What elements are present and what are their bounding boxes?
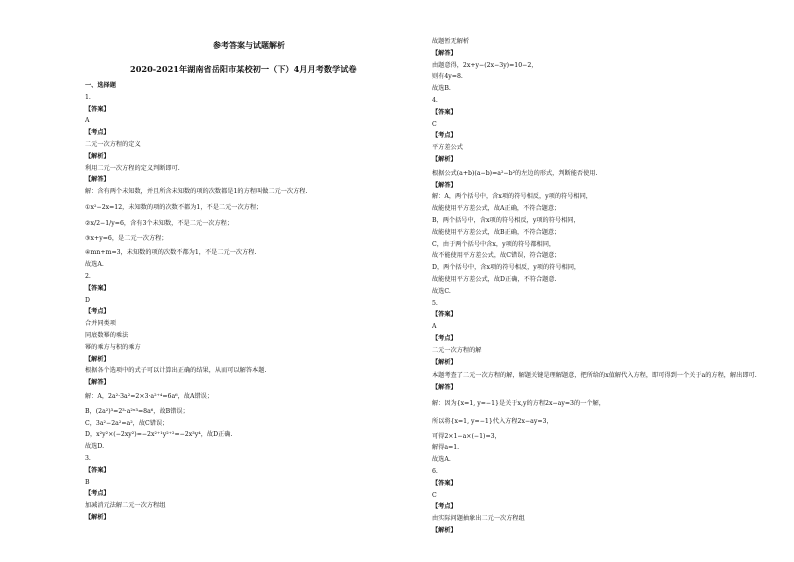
left-line: 幂的乘方与积的乘方	[85, 343, 141, 351]
left-line: ④mn+m=3，未知数的项的次数不都为1，不是二元一次方程.	[85, 249, 257, 257]
right-line: 所以将{x=1, y=−1}代入方程2x−ay=3，	[432, 417, 553, 425]
left-line: 加减消元法解二元一次方程组	[85, 502, 166, 510]
right-line: D，两个括号中，含x项的符号相反，y项的符号相同，	[432, 264, 581, 272]
right-line: 故能使用平方差公式，故B正确，不符合题意；	[432, 228, 561, 236]
left-line: ①x²−2x=12，未知数的项的次数不都为1，不是二元一次方程；	[85, 204, 263, 211]
right-line: 解：A，两个括号中，含x项的符号相反，y项的符号相同，	[432, 193, 592, 201]
right-line: 解得a=1.	[432, 444, 460, 452]
right-line: 故不能使用平方差公式，故C错误，符合题意；	[432, 252, 561, 260]
left-line: 一、选择题	[85, 82, 116, 89]
left-line: 合并同类项	[85, 320, 116, 328]
left-line: 利用二元一次方程的定义判断即可.	[85, 164, 180, 172]
right-line: C	[432, 491, 437, 499]
left-line: 解：含有两个未知数，并且所含未知数的项的次数都是1的方程叫做二元一次方程.	[85, 188, 308, 196]
doc-subtitle: 2020-2021年湖南省岳阳市某校初一（下）4月月考数学试卷	[130, 64, 357, 74]
right-line: 本题考查了二元一次方程的解，解题关键是理解题意，把所给的x值解代入方程，即可得到一个关于a的方程，解出即可.	[432, 372, 757, 380]
right-line: 故能使用平方差公式，故D正确，不符合题意.	[432, 276, 557, 283]
left-line: 【答案】	[85, 284, 110, 292]
right-line: 根据公式(a+b)(a−b)=a²−b²的左边的形式，判断能否使用.	[432, 169, 598, 177]
right-line: 5.	[432, 299, 438, 307]
right-line: C，由于两个括号中含x，y项的符号都相同，	[432, 240, 556, 248]
right-line: 由题意得，2x+y−(2x−3y)=10−2，	[432, 61, 538, 69]
left-line: 【解答】	[85, 176, 110, 184]
left-line: 【答案】	[85, 105, 110, 113]
left-line: D，x²y²×(−2xy²)=−2x²⁺¹y²⁺²=−2x³y⁴，故D正确.	[85, 431, 233, 439]
right-line: 【解析】	[432, 527, 457, 534]
left-line: D	[85, 296, 90, 304]
right-line: 【解答】	[432, 49, 457, 57]
doc-title: 参考答案与试题解析	[213, 40, 285, 50]
right-line: 则有4y=8.	[432, 73, 463, 81]
left-line: 3.	[85, 455, 91, 462]
right-line: 故题暂无解析	[432, 38, 470, 45]
left-line: B，(2a²)³=2³·a²ˣ³=8a⁶，故B错误；	[85, 407, 189, 415]
right-line: 故选A.	[432, 456, 451, 464]
left-line: C，3a²−2a²=a²，故C错误；	[85, 419, 169, 427]
right-line: 【解析】	[432, 358, 457, 366]
right-line: C	[432, 120, 437, 128]
right-line: 二元一次方程的解	[432, 346, 482, 354]
left-line: 【考点】	[85, 490, 110, 498]
right-line: 故选B.	[432, 85, 451, 93]
left-line: 解：A，2a²·3a²=2×3·a²⁺⁴=6a⁶，故A错误；	[85, 393, 214, 400]
left-line: ②x/2−1/y=6，含有3个未知数，不是二元一次方程；	[85, 219, 234, 227]
left-line: 故选D.	[85, 443, 105, 451]
left-line: 【解析】	[85, 152, 110, 160]
right-line: A	[432, 323, 437, 331]
right-line: 解：因为{x=1, y=−1}是关于x,y的方程2x−ay=3的一个解，	[432, 400, 605, 407]
right-line: 【答案】	[432, 311, 457, 319]
right-line: 【考点】	[432, 132, 457, 140]
left-line: 【解析】	[85, 514, 110, 521]
right-line: 可得2×1−a×(−1)=3，	[432, 432, 501, 440]
left-line: 2.	[85, 273, 91, 280]
left-line: A	[85, 117, 90, 125]
left-line: 根据各个选项中的式子可以计算出正确的结果，从而可以解答本题.	[85, 367, 267, 375]
right-line: 【考点】	[432, 335, 457, 342]
left-line: 同底数幂的乘法	[85, 332, 129, 339]
right-line: 【答案】	[432, 108, 457, 116]
right-line: 6.	[432, 468, 438, 475]
left-line: 【解答】	[85, 379, 110, 387]
left-line: 故选A.	[85, 261, 104, 269]
left-line: 1.	[85, 93, 91, 101]
left-line: B	[85, 478, 90, 486]
left-line: 【解析】	[85, 355, 110, 363]
left-line: 二元一次方程的定义	[85, 141, 141, 148]
right-line: 故选C.	[432, 287, 451, 295]
right-line: 【答案】	[432, 479, 457, 487]
left-line: 【考点】	[85, 308, 110, 316]
left-line: 【考点】	[85, 129, 110, 137]
left-line: 【答案】	[85, 466, 110, 474]
right-line: 【解答】	[432, 181, 457, 189]
right-line: 平方差公式	[432, 144, 463, 152]
right-line: 【考点】	[432, 503, 457, 511]
right-line: 【解析】	[432, 156, 457, 163]
right-line: B，两个括号中，含x项的符号相反，y项的符号相同，	[432, 217, 580, 224]
right-line: 故能使用平方差公式，故A正确，不符合题意；	[432, 205, 561, 213]
left-line: ③x+y=6，是二元一次方程；	[85, 234, 168, 242]
right-line: 4.	[432, 97, 438, 104]
right-line: 由实际问题抽象出二元一次方程组	[432, 515, 525, 523]
right-line: 【解答】	[432, 384, 457, 392]
